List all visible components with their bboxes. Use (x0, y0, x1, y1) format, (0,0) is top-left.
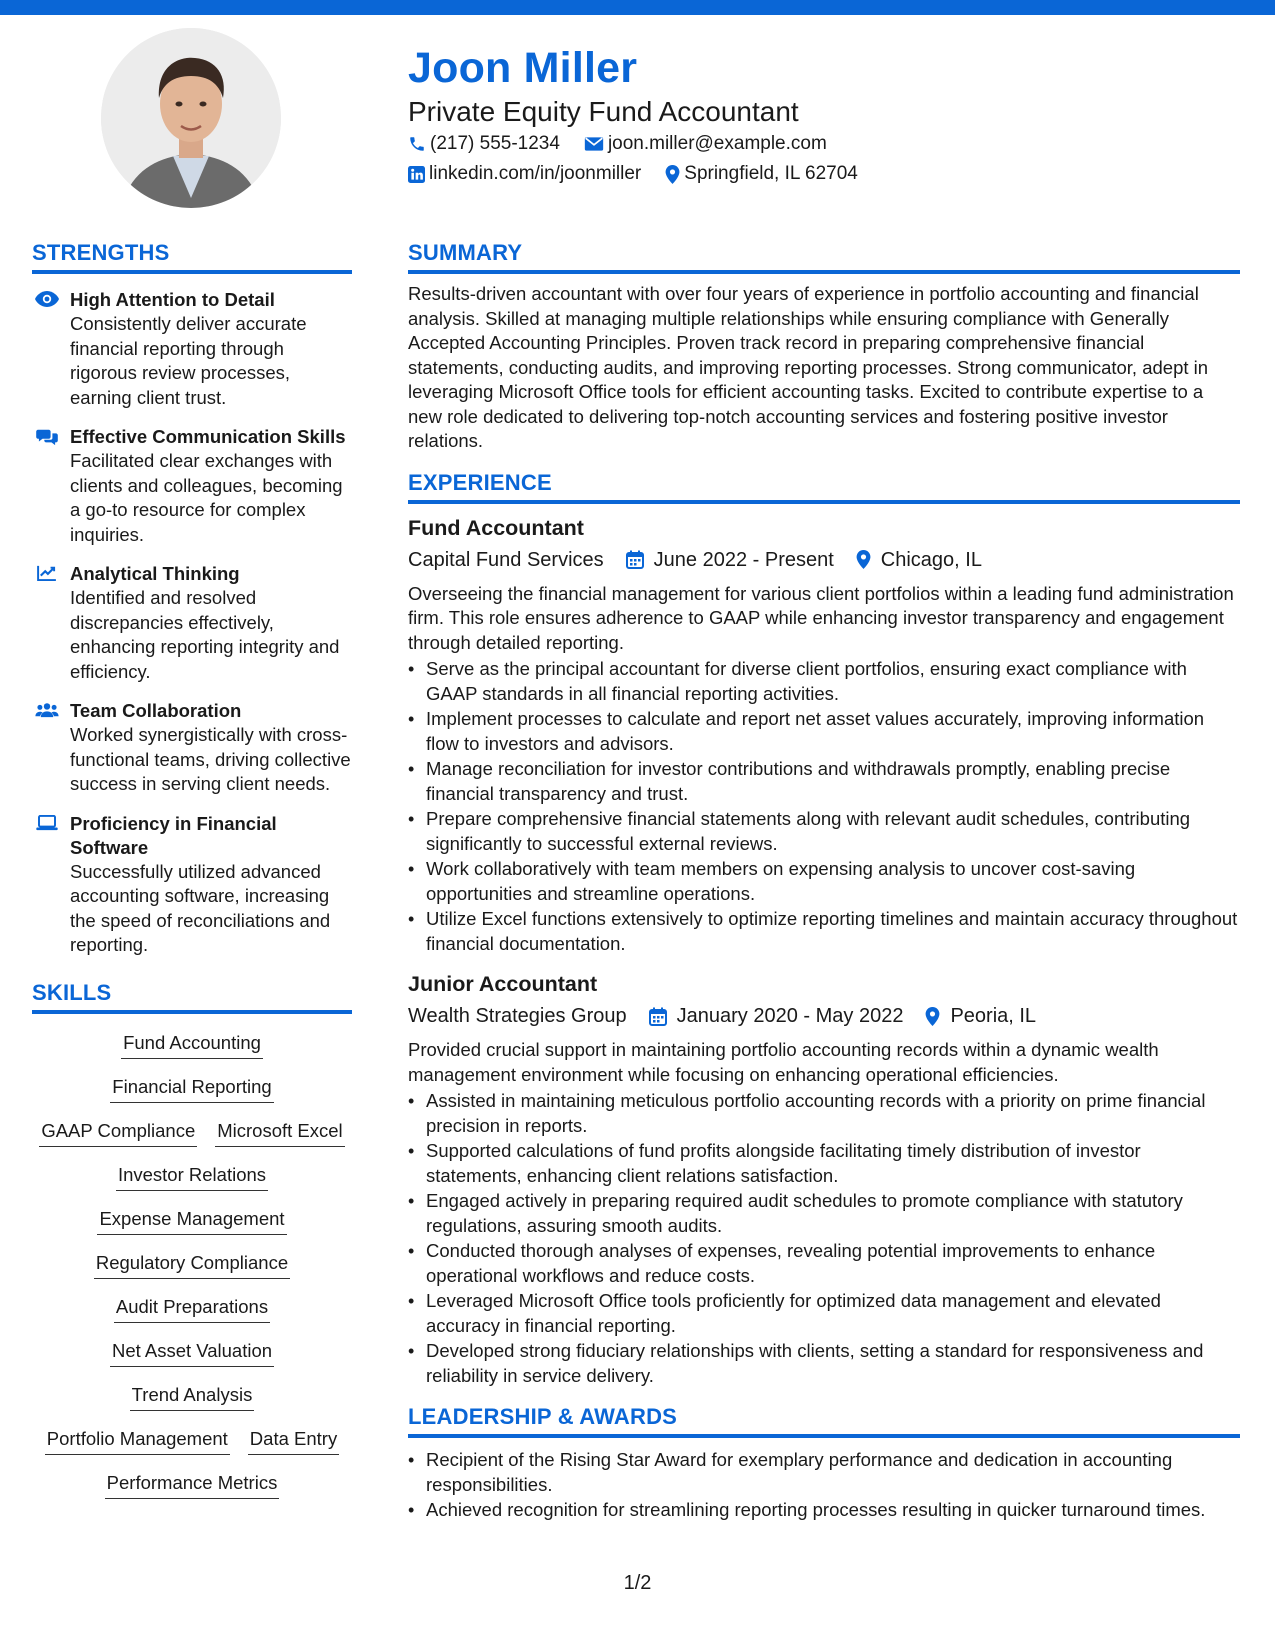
eye-icon (34, 291, 60, 307)
linkedin-text: linkedin.com/in/joonmiller (429, 163, 642, 184)
skill-row (121, 1032, 263, 1059)
skill-row (114, 1296, 270, 1323)
job-description: Provided crucial support in maintaining portfolio accounting records within a dynamic wealth management environment while focusing on enhancing operational efficiencies. (408, 1039, 1159, 1085)
job-description: Overseeing the financial management for various client portfolios within a leading fund administration firm. This role ensures adherence to GAAP while enhancing investor transparency and engagement through detailed reporting. (408, 582, 1234, 653)
experience-heading: EXPERIENCE (408, 470, 1240, 504)
chat-bubbles-icon (34, 428, 60, 446)
list-item: • Utilize Excel functions extensively to optimize reporting timelines and maintain accuracy throughout financial documentation. (408, 907, 1240, 956)
strength-item (32, 699, 352, 797)
leadership-heading: LEADERSHIP & AWARDS (408, 1404, 1240, 1438)
skill-tag: Audit Preparations (114, 1296, 270, 1323)
job-bullets (408, 1089, 1240, 1388)
phone-icon (408, 135, 426, 153)
strength-title: Proficiency in Financial Software (70, 812, 277, 858)
skill-row (110, 1076, 273, 1103)
linkedin-contact[interactable] (408, 163, 641, 185)
phone-contact[interactable] (408, 133, 560, 155)
job-dates-group (649, 1002, 904, 1030)
summary-heading: SUMMARY (408, 240, 1240, 274)
candidate-name: Joon Miller (408, 44, 638, 92)
list-item: • Developed strong fiduciary relationships with clients, setting a standard for responsiveness and reliability in service delivery. (408, 1339, 1240, 1388)
users-icon (34, 702, 60, 718)
job-dates: June 2022 - Present (653, 548, 834, 571)
list-item: • Serve as the principal accountant for diverse client portfolios, ensuring exact compliance with GAAP standards in all financial reporting activities. (408, 657, 1240, 706)
skill-tag: Portfolio Management (45, 1428, 230, 1455)
job-bullets (408, 657, 1240, 956)
strength-item (32, 812, 352, 958)
skill-tag: Trend Analysis (130, 1384, 255, 1411)
list-item: • Prepare comprehensive financial statements along with relevant audit schedules, contributing significantly to successful external reviews. (408, 807, 1240, 856)
skill-tag: Investor Relations (116, 1164, 268, 1191)
strength-title: Effective Communication Skills (70, 426, 346, 447)
skills-heading: SKILLS (32, 980, 352, 1014)
strength-item (32, 288, 352, 410)
skill-row (110, 1340, 274, 1367)
strength-title: Team Collaboration (70, 700, 242, 721)
envelope-icon (584, 136, 604, 152)
list-item: • Leveraged Microsoft Office tools proficiently for optimized data management and elevated accuracy in financial reporting. (408, 1289, 1240, 1338)
skill-row (130, 1384, 255, 1411)
email-text: joon.miller@example.com (607, 133, 827, 154)
list-item: • Assisted in maintaining meticulous portfolio accounting records with a priority on prime financial precision in reports. (408, 1089, 1240, 1138)
strengths-heading: STRENGTHS (32, 240, 352, 274)
strength-item (32, 562, 352, 684)
email-contact[interactable] (584, 133, 827, 155)
calendar-icon (626, 550, 644, 569)
skill-row (45, 1428, 339, 1455)
top-accent-bar (0, 0, 1275, 15)
job-dates-group (626, 546, 834, 574)
contact-row-1 (408, 133, 851, 155)
phone-text: (217) 555-1234 (430, 133, 560, 154)
skill-tag: Regulatory Compliance (94, 1252, 290, 1279)
summary-text: Results-driven accountant with over four years of experience in portfolio accounting and financial analysis. Skilled at managing multiple relationships while ensuring compliance with Generally Accepted Accounting Principles. Proven track record in preparing comprehensive financial statements, conducting audits, and improving reporting processes. Strong communicator, adept in leveraging Microsoft Office tools for efficient accounting tasks. Excited to contribute expertise to a new role dedicated to delivering top-notch accounting services and fostering positive investor relations. (408, 283, 1209, 451)
chart-line-icon (34, 565, 60, 581)
map-pin-icon (665, 165, 680, 184)
job-dates: January 2020 - May 2022 (676, 1005, 904, 1027)
skill-tag: Expense Management (97, 1208, 286, 1235)
location-contact (665, 163, 858, 185)
map-pin-icon (925, 1007, 940, 1026)
candidate-title: Private Equity Fund Accountant (408, 96, 799, 127)
skill-row (105, 1472, 280, 1499)
list-item: • Work collaboratively with team members on expensing analysis to uncover cost-saving opportunities and streamline operations. (408, 857, 1240, 906)
strength-title: High Attention to Detail (70, 289, 275, 310)
skill-row (94, 1252, 290, 1279)
list-item: • Implement processes to calculate and report net asset values accurately, improving information flow to investors and advisors. (408, 707, 1240, 756)
list-item: • Engaged actively in preparing required audit schedules to promote compliance with statutory regulations, assuring smooth audits. (408, 1189, 1240, 1238)
location-text: Springfield, IL 62704 (684, 163, 858, 184)
laptop-icon (34, 815, 60, 831)
calendar-icon (649, 1007, 667, 1026)
job-title: Fund Accountant (408, 515, 584, 540)
left-column (32, 240, 352, 1516)
job-location: Peoria, IL (950, 1005, 1037, 1027)
strength-desc: Identified and resolved discrepancies effectively, enhancing reporting integrity and efficiency. (70, 587, 340, 682)
strength-title: Analytical Thinking (70, 563, 240, 584)
skill-tag: Fund Accounting (121, 1032, 263, 1059)
skill-tag: GAAP Compliance (39, 1120, 197, 1147)
job-company: Capital Fund Services (408, 548, 604, 571)
skill-tag: Financial Reporting (110, 1076, 273, 1103)
strength-item (32, 425, 352, 547)
job-entry (408, 514, 1240, 957)
strength-desc: Facilitated clear exchanges with clients and colleagues, becoming a go-to resource for complex inquiries. (70, 450, 343, 545)
skill-tag: Performance Metrics (105, 1472, 280, 1499)
job-company: Wealth Strategies Group (408, 1005, 627, 1027)
skill-tag: Data Entry (248, 1428, 339, 1455)
strengths-list (32, 288, 352, 958)
list-item: • Supported calculations of fund profits alongside facilitating timely distribution of investor statements, enhancing client relations satisfaction. (408, 1139, 1240, 1188)
right-column (408, 240, 1240, 1524)
list-item: • Conducted thorough analyses of expenses, revealing potential improvements to enhance operational workflows and reduce costs. (408, 1239, 1240, 1288)
skill-row (39, 1120, 344, 1147)
skill-row (97, 1208, 286, 1235)
list-item: • Recipient of the Rising Star Award for exemplary performance and dedication in accounting responsibilities. (408, 1448, 1240, 1497)
contact-row-2 (408, 163, 882, 185)
skill-tag: Net Asset Valuation (110, 1340, 274, 1367)
leadership-bullets (408, 1448, 1240, 1523)
profile-photo (101, 28, 281, 208)
job-location-group (856, 546, 982, 574)
job-location: Chicago, IL (880, 548, 982, 571)
list-item: • Manage reconciliation for investor contributions and withdrawals promptly, enabling precise financial transparency and trust. (408, 757, 1240, 806)
linkedin-icon (408, 166, 425, 183)
job-meta (408, 546, 1240, 574)
job-meta (408, 1002, 1240, 1030)
strength-desc: Consistently deliver accurate financial reporting through rigorous review processes, earning client trust. (70, 313, 307, 408)
job-title: Junior Accountant (408, 972, 598, 996)
skills-list (32, 1032, 352, 1516)
strength-desc: Worked synergistically with cross-functional teams, driving collective success in serving client needs. (70, 724, 351, 794)
map-pin-icon (856, 550, 871, 569)
page-number: 1/2 (623, 1572, 652, 1594)
skill-tag: Microsoft Excel (215, 1120, 344, 1147)
skill-row (116, 1164, 268, 1191)
job-entry (408, 970, 1240, 1388)
list-item: • Achieved recognition for streamlining reporting processes resulting in quicker turnaround times. (408, 1498, 1240, 1523)
job-location-group (925, 1002, 1036, 1030)
strength-desc: Successfully utilized advanced accounting software, increasing the speed of reconciliations and reporting. (70, 860, 331, 955)
